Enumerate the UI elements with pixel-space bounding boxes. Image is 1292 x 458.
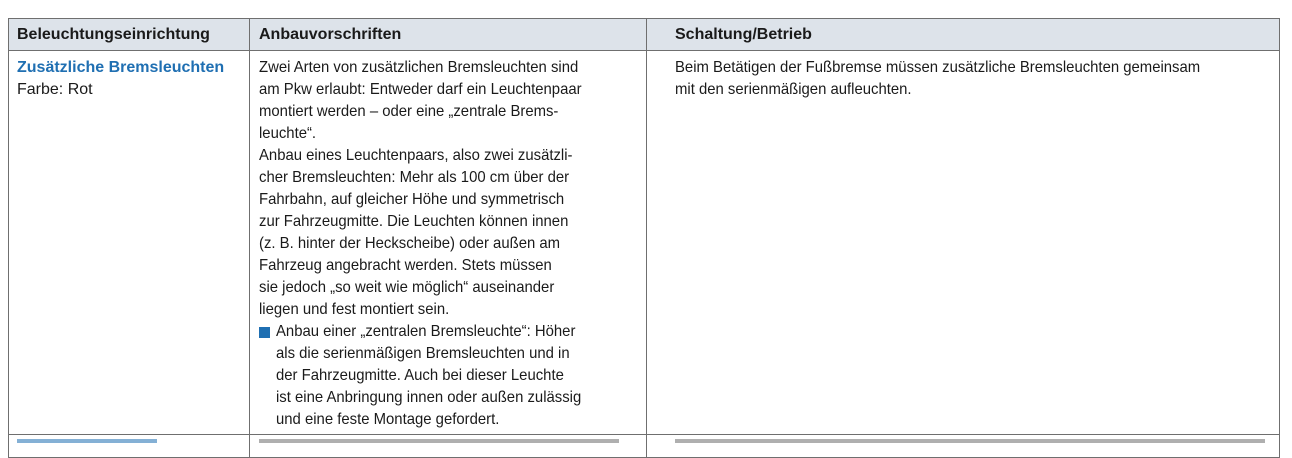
- bullet-line: [276, 365, 639, 387]
- bullet-line-text: ist eine Anbringung innen oder außen zulässig: [276, 389, 582, 406]
- mounting-line: [259, 123, 639, 145]
- mounting-line: [259, 211, 639, 233]
- mounting-line: [259, 233, 639, 255]
- mounting-line-text: liegen und fest montiert sein.: [259, 301, 450, 318]
- row1-mounting-cell: [259, 57, 639, 431]
- bullet-item: [259, 321, 639, 431]
- bullet-square-icon: [259, 327, 270, 338]
- bullet-line: [276, 409, 639, 431]
- mounting-line-text: Zwei Arten von zusätzlichen Bremsleuchten sind: [259, 59, 579, 76]
- lighting-table: [8, 18, 1280, 458]
- mounting-line: [259, 189, 639, 211]
- column-divider: [646, 19, 647, 457]
- mounting-line: [259, 299, 639, 321]
- mounting-line: [259, 167, 639, 189]
- mounting-line-text: zur Fahrzeugmitte. Die Leuchten können innen: [259, 213, 569, 230]
- operation-text: [675, 57, 1275, 101]
- row1-operation-cell: [675, 57, 1275, 101]
- mounting-line: [259, 255, 639, 277]
- mounting-line: [259, 145, 639, 167]
- mounting-line: [259, 57, 639, 79]
- mounting-line: [259, 277, 639, 299]
- operation-line-text: mit den serienmäßigen aufleuchten.: [675, 81, 912, 98]
- bullet-text: [259, 321, 639, 431]
- mounting-line-text: leuchte“.: [259, 125, 317, 142]
- next-row-title-fragment: [17, 439, 157, 443]
- mounting-line: [259, 79, 639, 101]
- next-row-text-fragment: [259, 439, 619, 443]
- mounting-line-text: Fahrbahn, auf gleicher Höhe und symmetrisch: [259, 191, 565, 208]
- device-title: Zusätzliche Bremsleuchten: [17, 59, 225, 76]
- mounting-text: [259, 57, 639, 321]
- bullet-line-text: und eine feste Montage gefordert.: [276, 411, 500, 428]
- mounting-line-text: am Pkw erlaubt: Entweder darf ein Leuchtenpaar: [259, 81, 582, 98]
- bullet-line-text: als die serienmäßigen Bremsleuchten und in: [276, 345, 570, 362]
- bullet-line: [276, 387, 639, 409]
- device-color-label: Farbe: Rot: [17, 81, 93, 98]
- header-switching-operation: Schaltung/Betrieb: [675, 26, 812, 43]
- mounting-line-text: Fahrzeug angebracht werden. Stets müssen: [259, 257, 552, 274]
- operation-line: [675, 57, 1275, 79]
- mounting-line-text: sie jedoch „so weit wie möglich“ auseinander: [259, 279, 555, 296]
- next-row-partial: [9, 437, 1279, 458]
- bullet-line-text: Anbau einer „zentralen Bremsleuchte“: Höher: [276, 323, 576, 340]
- header-lighting-device: Beleuchtungseinrichtung: [17, 26, 210, 43]
- bullet-line: [276, 343, 639, 365]
- row-divider: [9, 434, 1279, 435]
- mounting-line-text: montiert werden – oder eine „zentrale Brems-: [259, 103, 559, 120]
- row1-device-cell: [17, 57, 247, 101]
- header-mounting-rules: Anbauvorschriften: [259, 26, 402, 43]
- mounting-line: [259, 101, 639, 123]
- mounting-line-text: cher Bremsleuchten: Mehr als 100 cm über der: [259, 169, 570, 186]
- operation-line: [675, 79, 1275, 101]
- table-header: [9, 19, 1279, 51]
- next-row-text-fragment: [675, 439, 1265, 443]
- column-divider: [249, 19, 250, 457]
- operation-line-text: Beim Betätigen der Fußbremse müssen zusätzliche Bremsleuchten gemeinsam: [675, 59, 1201, 76]
- bullet-line-text: der Fahrzeugmitte. Auch bei dieser Leuchte: [276, 367, 564, 384]
- mounting-line-text: (z. B. hinter der Heckscheibe) oder außen am: [259, 235, 561, 252]
- bullet-line: [276, 321, 639, 343]
- mounting-line-text: Anbau eines Leuchtenpaars, also zwei zusätzli-: [259, 147, 573, 164]
